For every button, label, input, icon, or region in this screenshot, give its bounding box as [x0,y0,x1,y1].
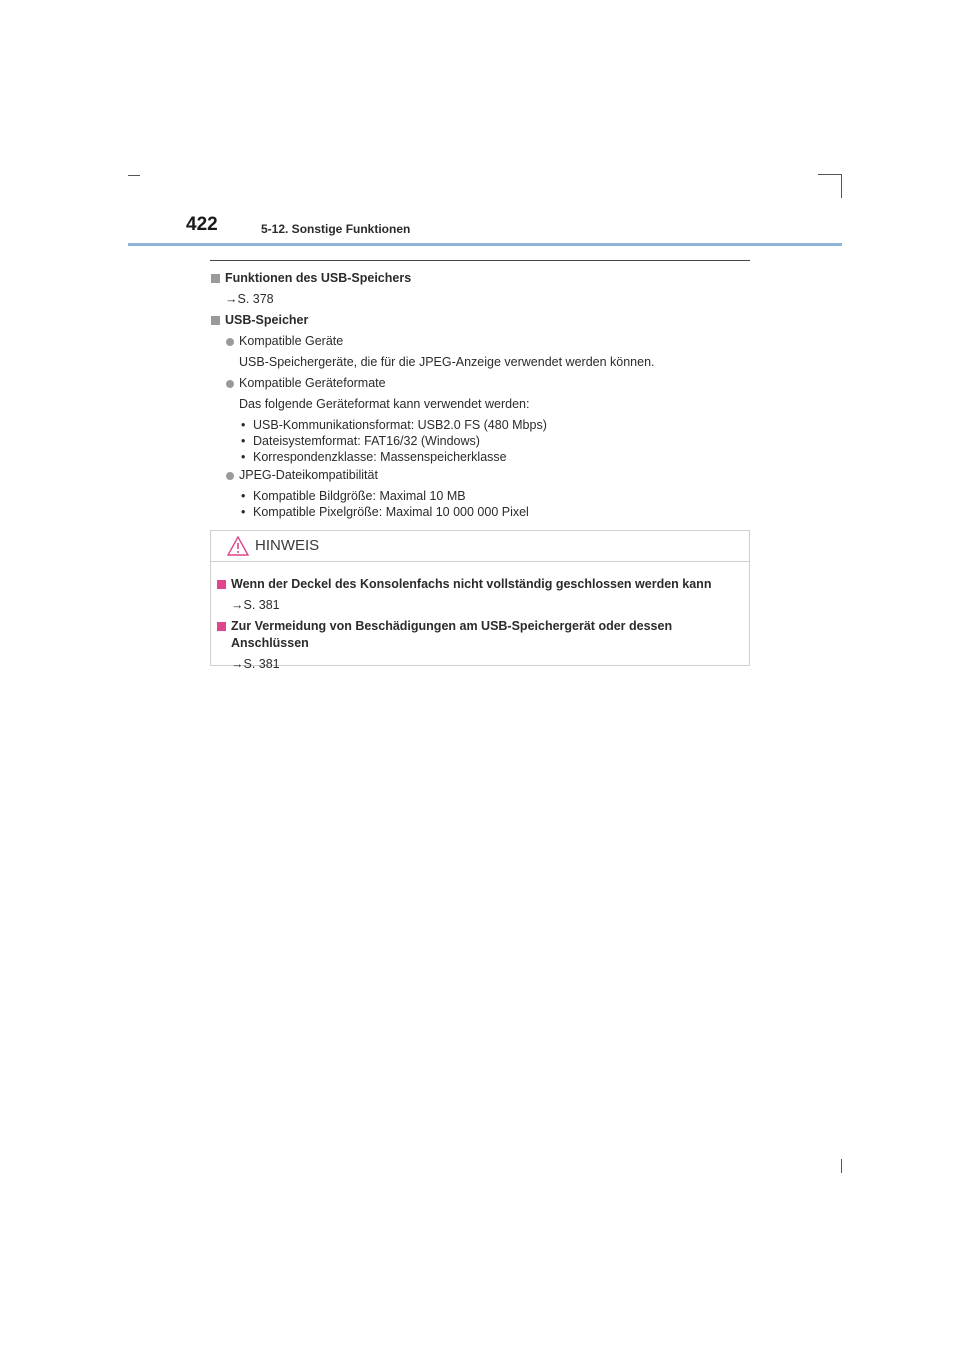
list-item: • Kompatible Pixelgröße: Maximal 10 000 000 Pixel [239,504,751,520]
square-bullet-icon [217,580,226,589]
crop-mark-top-left [128,175,140,176]
circle-bullet-icon [226,338,234,346]
crop-mark-top-right-h [818,174,842,175]
bullet-compatible-devices [211,333,751,350]
notice-box [210,530,750,671]
circle-bullet-icon [226,472,234,480]
functions-page-ref: →S. 378 [225,292,274,306]
list-item: • Korrespondenzklasse: Massenspeicherklasse [239,449,751,465]
bullet-title: Kompatible Geräteformate [239,376,386,390]
notice-page-ref: →S. 381 [231,657,280,671]
notice-heading [217,576,749,593]
main-content [211,270,751,520]
notice-heading-text: Zur Vermeidung von Beschädigungen am USB-Speichergerät oder dessen Anschlüssen [231,619,673,650]
list-item: • Kompatible Bildgröße: Maximal 10 MB [239,488,751,504]
square-bullet-icon [217,622,226,631]
square-bullet-icon [211,274,220,283]
notice-page-ref: →S. 381 [231,598,280,612]
jpeg-list [211,488,751,520]
notice-heading-text: Wenn der Deckel des Konsolenfachs nicht vollständig geschlossen werden kann [231,577,712,591]
content-rule [210,260,750,261]
format-list [211,417,751,465]
bullet-jpeg-compatibility [211,467,751,484]
bullet-title: JPEG-Dateikompatibilität [239,468,378,482]
usb-heading-text: USB-Speicher [225,313,309,327]
crop-mark-bottom-right [841,1159,842,1173]
crop-mark-top-right-v [841,174,842,198]
page-number: 422 [186,214,218,235]
functions-heading-text: Funktionen des USB-Speichers [225,271,412,285]
notice-heading [217,618,749,652]
bullet-description: Das folgende Geräteformat kann verwendet werden: [239,397,530,411]
bullet-description: USB-Speichergeräte, die für die JPEG-Anzeige verwendet werden können. [239,355,655,369]
notice-body [211,562,749,673]
usb-heading [211,312,751,329]
list-item: • USB-Kommunikationsformat: USB2.0 FS (480 Mbps) [239,417,751,433]
header-rule [128,243,842,246]
section-title: 5-12. Sonstige Funktionen [261,222,411,236]
list-item: • Dateisystemformat: FAT16/32 (Windows) [239,433,751,449]
notice-header [211,531,749,562]
notice-title: HINWEIS [255,537,320,554]
circle-bullet-icon [226,380,234,388]
bullet-compatible-formats [211,375,751,392]
bullet-title: Kompatible Geräte [239,334,344,348]
warning-triangle-icon [227,536,249,556]
square-bullet-icon [211,316,220,325]
functions-heading [211,270,751,287]
